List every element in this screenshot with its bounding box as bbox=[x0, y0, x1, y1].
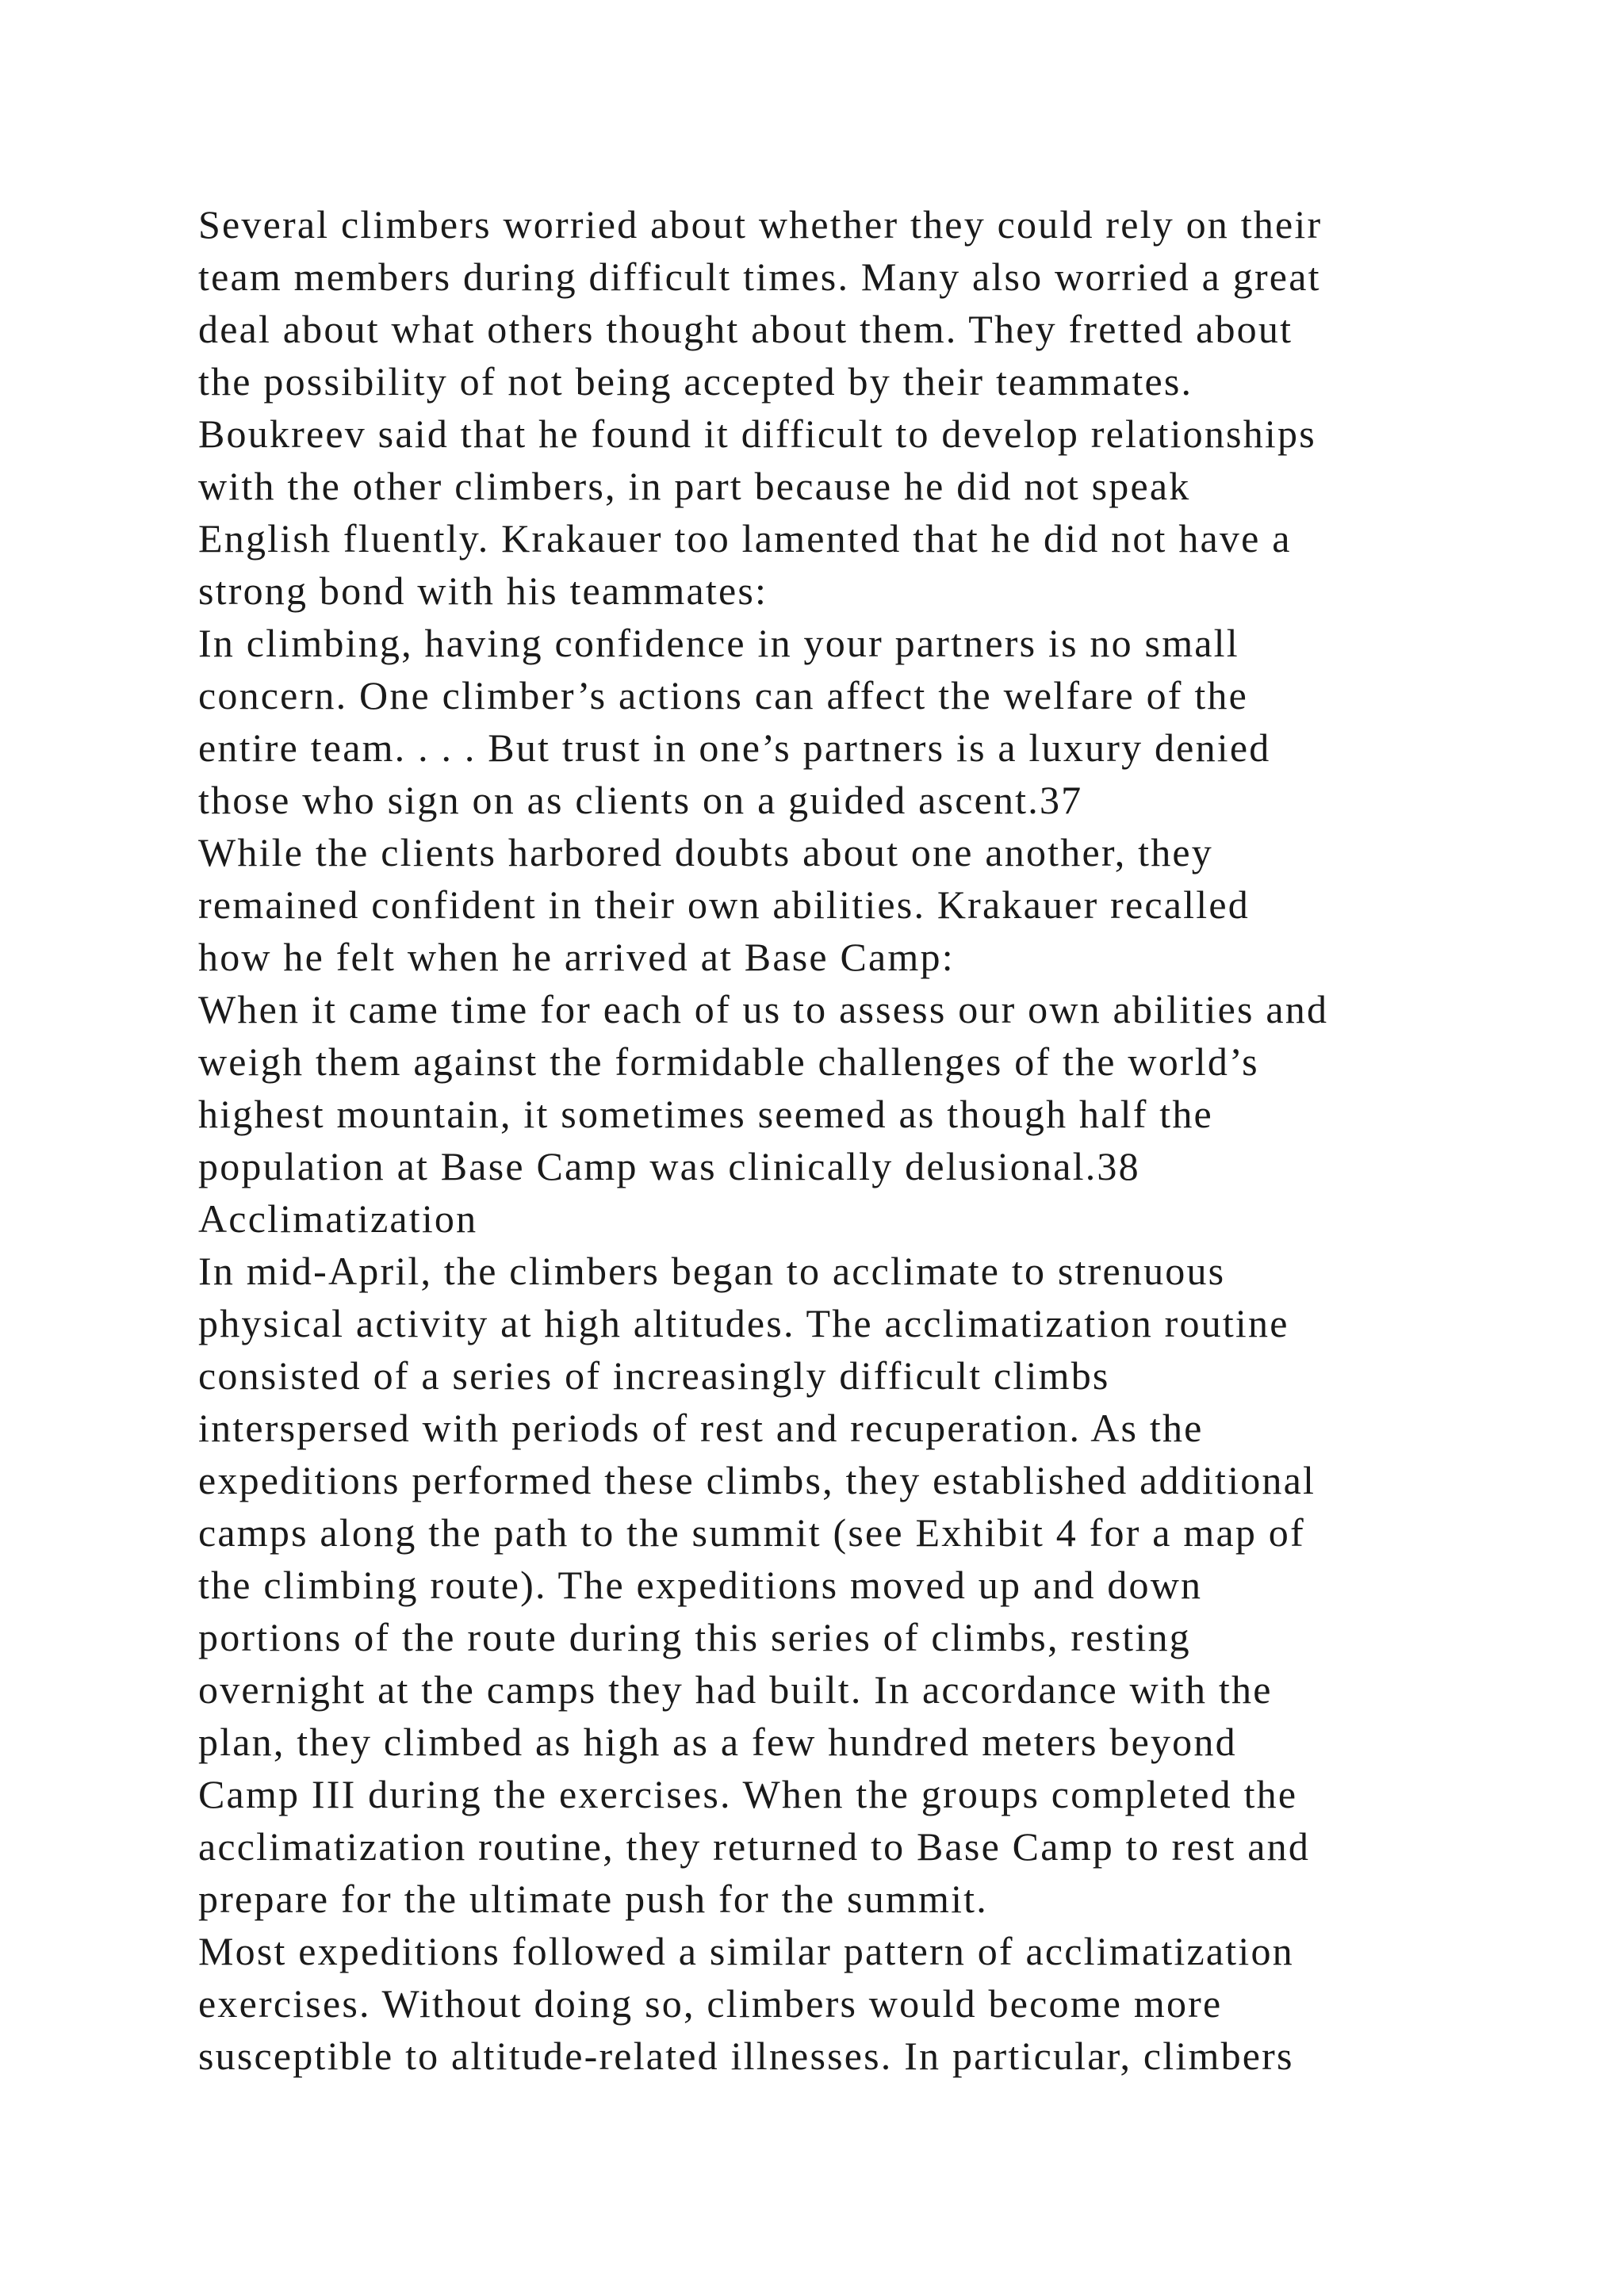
text-line: exercises. Without doing so, climbers would become more bbox=[198, 1981, 1223, 2026]
quote-line: population at Base Camp was clinically delusional.38 bbox=[198, 1144, 1140, 1188]
text-line: plan, they climbed as high as a few hundred meters beyond bbox=[198, 1720, 1237, 1764]
text-line: physical activity at high altitudes. The acclimatization routine bbox=[198, 1301, 1289, 1345]
text-line: acclimatization routine, they returned to Base Camp to rest and bbox=[198, 1824, 1311, 1869]
quote-line: When it came time for each of us to assess our own abilities and bbox=[198, 987, 1329, 1031]
text-line: remained confident in their own abilities. Krakauer recalled bbox=[198, 882, 1250, 927]
text-line: Most expeditions followed a similar pattern of acclimatization bbox=[198, 1929, 1294, 1973]
text-line: strong bond with his teammates: bbox=[198, 568, 768, 613]
text-line: portions of the route during this series of climbs, resting bbox=[198, 1615, 1191, 1659]
text-line: consisted of a series of increasingly difficult climbs bbox=[198, 1353, 1110, 1398]
text-line: susceptible to altitude-related illnesses. In particular, climbers bbox=[198, 2034, 1294, 2078]
text-line: interspersed with periods of rest and recuperation. As the bbox=[198, 1406, 1204, 1450]
text-line: deal about what others thought about them. They fretted about bbox=[198, 307, 1293, 351]
text-line: overnight at the camps they had built. In accordance with the bbox=[198, 1667, 1273, 1712]
text-line: expeditions performed these climbs, they established additional bbox=[198, 1458, 1316, 1502]
text-line: In mid-April, the climbers began to acclimate to strenuous bbox=[198, 1249, 1226, 1293]
text-line: Boukreev said that he found it difficult to develop relationships bbox=[198, 411, 1316, 456]
text-line: While the clients harbored doubts about one another, they bbox=[198, 830, 1213, 874]
text-line: camps along the path to the summit (see Exhibit 4 for a map of bbox=[198, 1510, 1305, 1555]
quote-line: those who sign on as clients on a guided ascent.37 bbox=[198, 778, 1083, 822]
quote-line: entire team. . . . But trust in one’s partners is a luxury denied bbox=[198, 725, 1271, 770]
text-line: how he felt when he arrived at Base Camp: bbox=[198, 935, 955, 979]
quote-line: concern. One climber’s actions can affect the welfare of the bbox=[198, 673, 1249, 718]
text-line: Camp III during the exercises. When the groups completed the bbox=[198, 1772, 1298, 1816]
text-line: English fluently. Krakauer too lamented that he did not have a bbox=[198, 516, 1292, 561]
text-line: prepare for the ultimate push for the summit. bbox=[198, 1877, 988, 1921]
text-line: the climbing route). The expeditions moved up and down bbox=[198, 1563, 1203, 1607]
text-line: Several climbers worried about whether they could rely on their bbox=[198, 202, 1323, 247]
quote-line: In climbing, having confidence in your partners is no small bbox=[198, 621, 1239, 665]
text-line: with the other climbers, in part because he did not speak bbox=[198, 464, 1191, 508]
section-heading: Acclimatization bbox=[198, 1196, 478, 1241]
document-page bbox=[198, 198, 1435, 2082]
quote-line: weigh them against the formidable challenges of the world’s bbox=[198, 1039, 1259, 1084]
text-line: team members during difficult times. Many also worried a great bbox=[198, 254, 1321, 299]
text-line: the possibility of not being accepted by their teammates. bbox=[198, 359, 1193, 404]
quote-line: highest mountain, it sometimes seemed as though half the bbox=[198, 1092, 1213, 1136]
